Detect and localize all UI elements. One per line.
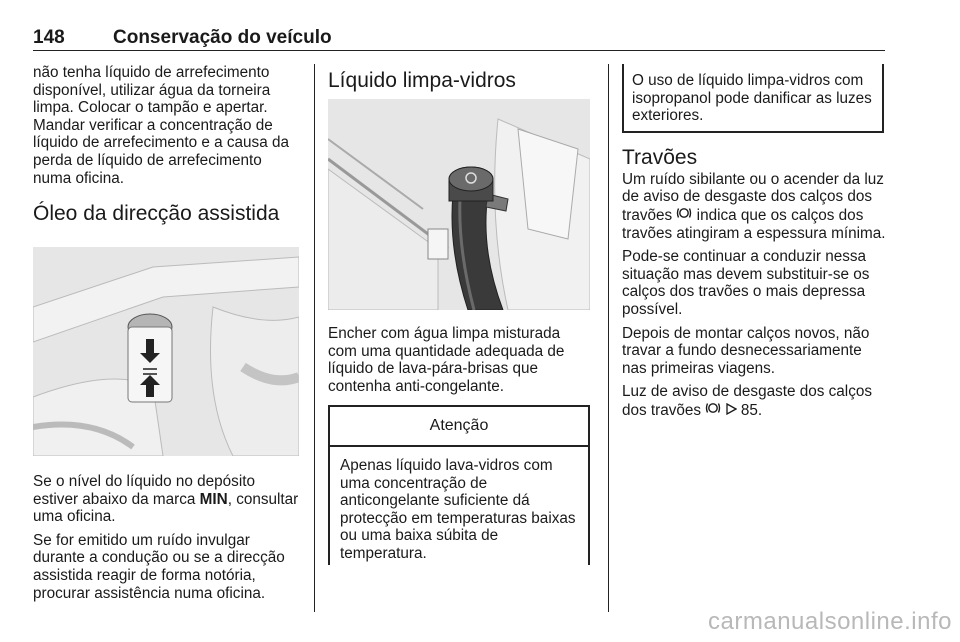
column-2-lower: [328, 325, 592, 401]
column-1-lower: [33, 473, 301, 608]
power-steering-paragraph-1: Se o nível do líquido no depósito estiver abaixo da marca MIN, consultar uma oficina.: [33, 473, 299, 526]
power-steering-paragraph-2: Se for emitido um ruído invulgar durante a condução ou se a direcção assistida reagir de forma notória, procurar assistência numa oficina.: [33, 531, 285, 602]
header-rule: [33, 50, 885, 51]
note-text: O uso de líquido limpa-vidros com isopropanol pode danificar as luzes exteriores.: [632, 72, 872, 125]
washer-fluid-reservoir-illustration: [328, 99, 590, 310]
note-box: [622, 64, 884, 133]
washer-fluid-paragraph: Encher com água limpa misturada com uma quantidade adequada de líquido de lava-pára-brisas que contenha anti-congelante.: [328, 325, 565, 395]
column-3: [622, 64, 887, 426]
page-header: [33, 27, 885, 51]
brake-pad-warning-icon: [676, 206, 692, 225]
page-reference-arrow-icon: [726, 402, 737, 420]
brakes-paragraph-1: Um ruído sibilante ou o acender da luz de aviso de desgaste dos calços dos travões indica que os calços dos travões atingiram a espessura mínima.: [622, 170, 886, 242]
brake-pad-warning-icon: [705, 401, 721, 420]
intro-paragraph: não tenha líquido de arrefecimento disponível, utilizar água da torneira limpa. Colocar o tampão e apertar. Mandar verificar a concentração de líquido de arrefecimento e a causa da perda de líquido de arrefecimento numa oficina.: [33, 64, 289, 187]
caution-box: [328, 405, 590, 565]
column-2: [328, 64, 592, 94]
brakes-paragraph-4: Luz de aviso de desgaste dos calços dos travões 85.: [622, 383, 873, 419]
watermark-text: carmanualsonline.info: [708, 608, 952, 635]
column-1: [33, 64, 301, 227]
brakes-paragraph-2: Pode-se continuar a conduzir nessa situação mas devem substituir-se os calços dos travões o mais depressa possível.: [622, 248, 870, 318]
section-title-washer-fluid: Líquido limpa-vidros: [328, 69, 516, 92]
section-title-power-steering: Óleo da direcção assistida: [33, 202, 280, 226]
power-steering-reservoir-illustration: [33, 247, 299, 456]
brakes-paragraph-3: Depois de montar calços novos, não travar a fundo desnecessariamente nas primeiras viagens.: [622, 324, 870, 377]
column-divider-1: [314, 64, 315, 612]
page-reference-link[interactable]: 85.: [740, 401, 763, 419]
section-title-brakes: Travões: [622, 145, 698, 169]
page-number: 148: [33, 27, 65, 48]
column-divider-2: [608, 64, 609, 612]
chapter-title: Conservação do veículo: [113, 27, 332, 48]
caution-text: Apenas líquido lava-vidros com uma concentração de anticongelante suficiente dá protecção em temperaturas baixas ou uma baixa súbita de temperatura.: [340, 457, 576, 562]
caution-title: Atenção: [330, 407, 588, 447]
min-mark: MIN: [199, 490, 228, 508]
